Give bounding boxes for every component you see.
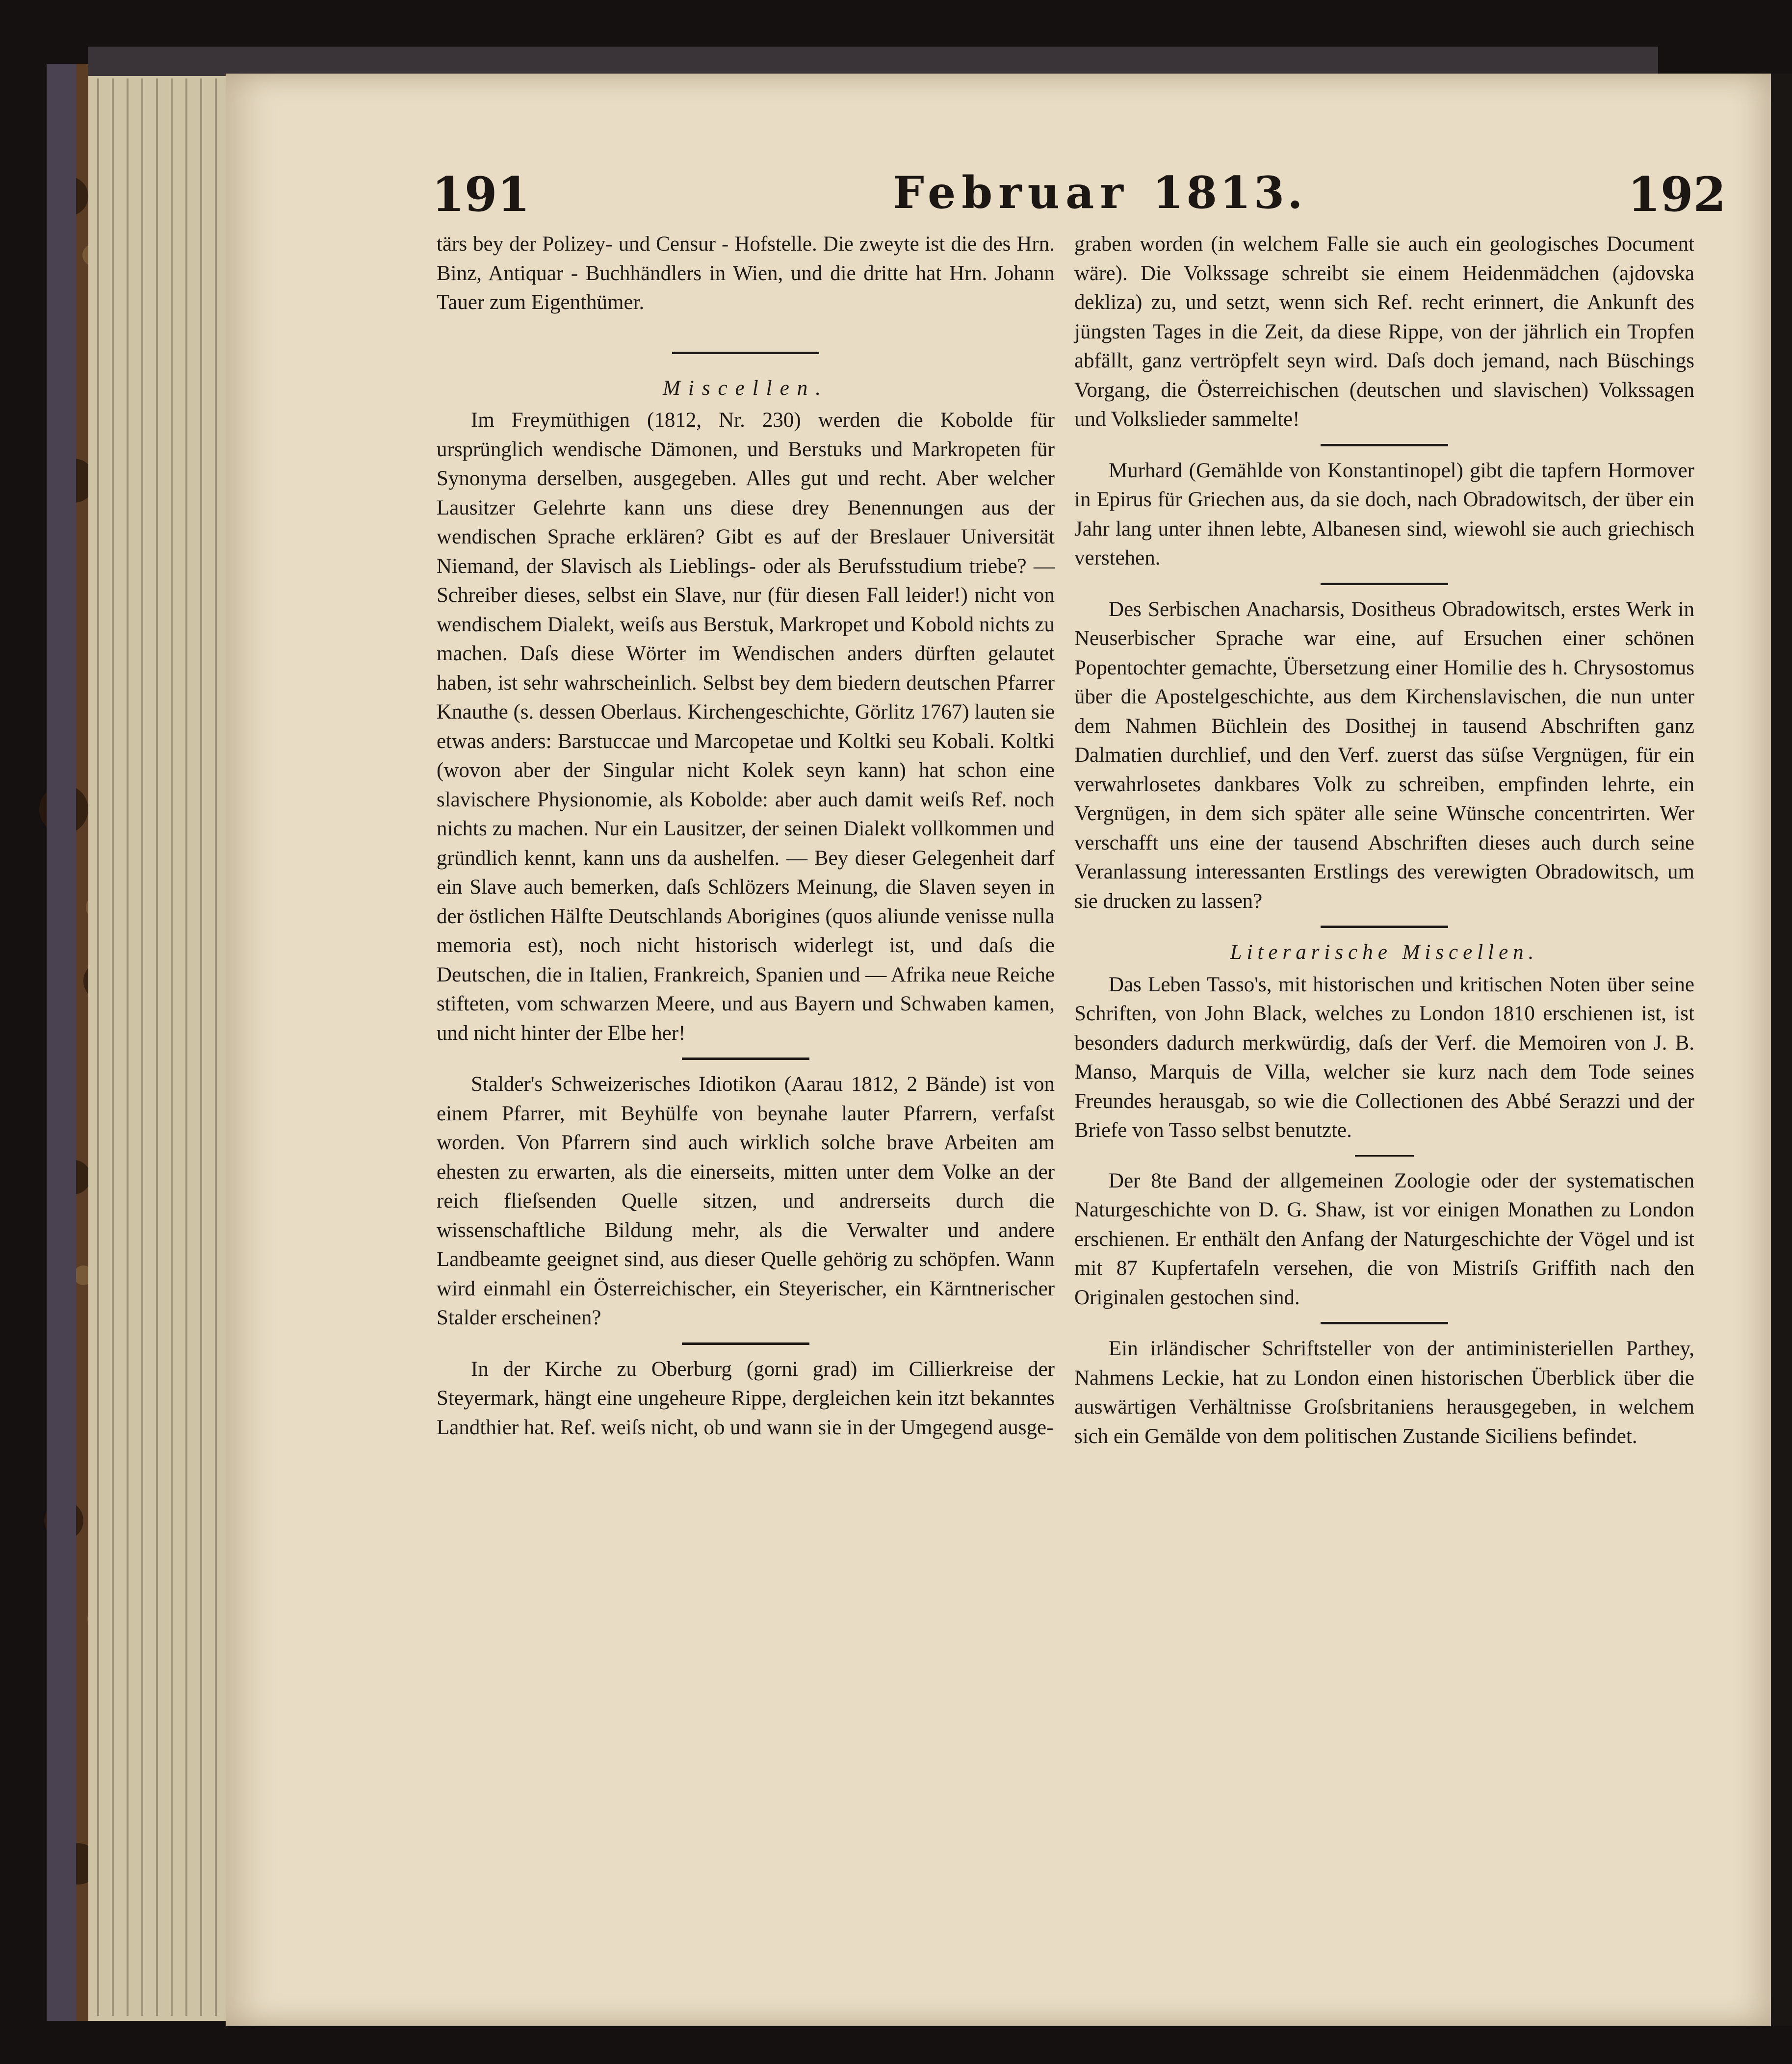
paragraph: Im Freymüthigen (1812, Nr. 230) werden die Kobolde für ursprünglich wendische Dämonen, und Berstuks und Markropeten für Synonyma derselben, ausgegeben. Alles gut und recht. Aber welcher Lausitzer Gelehrte kann uns diese drey Benennungen aus der wendischen Sprache erklären? Gibt es auf der Breslauer Universität Niemand, der Slavisch als Lieblings- oder als Berufsstudium triebe? — Schreiber dieses, selbst ein Slave, nur (für diesen Fall leider!) nicht von wendischem Dialekt, weiſs aus Berstuk, Markropet und Kobold nichts zu machen. Daſs diese Wörter im Wendischen anders dürften gelautet haben, ist sehr wahrscheinlich. Selbst bey dem biedern deutschen Pfarrer Knauthe (s. dessen Oberlaus. Kirchengeschichte, Görlitz 1767) lauten sie etwas anders: Barstuccae und Marcopetae und Koltki seu Kobali. Koltki (wovon aber der Singular nicht Kolek seyn kann) hat schon eine slavischere Physionomie, als Kobolde: aber auch damit weiſs Ref. noch nichts zu machen. Nur ein Lausitzer, der seinen Dialekt vollkommen und gründlich kennt, kann uns da aushelfen. — Bey dieser Gelegenheit darf ein Slave auch bemerken, daſs Schlözers Meinung, die Slaven seyen in der östlichen Hälfte Deutschlands Aborigines (quos aliunde venisse nulla memoria est), noch nicht historisch widerlegt ist, und daſs die Deutschen, die in Italien, Frankreich, Spanien und — Afrika neue Reiche stifteten, vom schwarzen Meere, und aus Bayern und Schwaben kamen, und nicht hinter der Elbe her! xyxy=(437,409,1055,1045)
paragraph: graben worden (in welchem Falle sie auch ein geologisches Document wäre). Die Volkssage schreibt sie einem Heidenmädchen (ajdovska dekliza) zu, und setzt, wenn sich Ref. recht erinnert, die Ankunft des jüngsten Tages in die Zeit, da diese Rippe, von der jährlich ein Tropfen abfällt, ganz vertröpfelt seyn wird. Daſs doch jemand, nach Büschings Vorgang, die Österreichischen (deutschen und slavischen) Volkssagen und Volkslieder sammelte! xyxy=(1074,232,1694,431)
section-rule xyxy=(682,1342,809,1345)
paragraph: tärs bey der Polizey- und Censur - Hofstelle. Die zweyte ist die des Hrn. Binz, Antiquar - Buchhändlers in Wien, und die dritte hat Hrn. Johann Tauer zum Eigenthümer. xyxy=(437,232,1055,314)
section-rule xyxy=(682,1058,809,1060)
month-title: Februar xyxy=(893,167,1129,219)
paragraph: In der Kirche zu Oberburg (gorni grad) im Cillierkreise der Steyermark, hängt eine ungeheure Rippe, dergleichen kein itzt bekanntes Landthier hat. Ref. weiſs nicht, ob und wann sie in der Umgegend ausge- xyxy=(437,1357,1055,1439)
right-column xyxy=(1074,230,1694,1451)
paragraph: Ein irländischer Schriftsteller von der antiministeriellen Parthey, Nahmens Leckie, hat zu London einen historischen Überblick über die auswärtigen Verhältnisse Groſsbritaniens herausgegeben, in welchem sich ein Gemälde von dem politischen Zustande Siciliens befindet. xyxy=(1074,1337,1694,1448)
section-rule xyxy=(1321,583,1448,585)
section-heading: Miscellen. xyxy=(663,376,829,400)
section-rule xyxy=(672,352,819,354)
year: 1813. xyxy=(1152,167,1306,219)
section-rule xyxy=(1321,444,1448,446)
section-rule xyxy=(1321,926,1448,928)
paragraph: Murhard (Gemählde von Konstantinopel) gibt die tapfern Hormover in Epirus für Griechen aus, da sie doch, nach Obradowitsch, der über ein Jahr lang unter ihnen lebte, Albanesen sind, wiewohl sie auch griechisch verstehen. xyxy=(1074,459,1694,569)
left-column xyxy=(437,230,1055,1442)
page-number-left: 191 xyxy=(432,167,530,222)
paragraph: Stalder's Schweizerisches Idiotikon (Aarau 1812, 2 Bände) ist von einem Pfarrer, mit Beyhülfe von beynahe lauter Pfarrern, verfaſst worden. Von Pfarrern sind auch wirklich solche brave Arbeiten am ehesten zu erwarten, als die einerseits, mitten unter dem Volke an der reich flieſsenden Quelle sitzen, und andrerseits durch die wissenschaftliche Bildung mehr, als die Verwalter und andere Landbeamte geeignet sind, aus dieser Quelle gehörig zu schöpfen. Wann wird einmahl ein Österreichischer, ein Steyerischer, ein Kärntnerischer Stalder erscheinen? xyxy=(437,1073,1055,1329)
paragraph: Das Leben Tasso's, mit historischen und kritischen Noten über seine Schriften, von John Black, welches zu London 1810 erschienen ist, ist besonders dadurch merkwürdig, daſs der Verf. die Memoiren von J. B. Manso, Marquis de Villa, welcher sie kurz nach dem Tode seines Freundes herausgab, so wie die Collectionen des Abbé Serazzi und der Briefe von Tasso selbst benutzte. xyxy=(1074,973,1694,1142)
page-number-right: 192 xyxy=(1628,167,1726,222)
running-title xyxy=(893,167,1306,219)
section-heading: Literarische Miscellen. xyxy=(1230,941,1539,964)
section-rule xyxy=(1355,1155,1414,1157)
paragraph: Des Serbischen Anacharsis, Dositheus Obradowitsch, erstes Werk in Neuserbischer Sprache war eine, auf Ersuchen einer schönen Popentochter gemachte, Übersetzung einer Homilie des h. Chrysostomus über die Apostelgeschichte, aus dem Kirchenslavischen, die nun unter dem Nahmen Büchlein des Dosithej in tausend Abschriften ganz Dalmatien durchlief, und den Verf. zuerst das süſse Vergnügen, für ein verwahrlosetes dankbares Volk zu schreiben, empfinden lehrte, ein Vergnügen, in dem sich später alle seine Wünsche concentrirten. Wer verschafft uns eine der tausend Abschriften dieses auch durch seine Veranlassung interessanten Erstlings des verewigten Obradowitsch, um sie drucken zu lassen? xyxy=(1074,597,1694,913)
section-rule xyxy=(1321,1322,1448,1324)
paragraph: Der 8te Band der allgemeinen Zoologie oder der systematischen Naturgeschichte von D. G. Shaw, ist vor einigen Monathen zu London erschienen. Er enthält den Anfang der Naturgeschichte der Vögel und ist mit 87 Kupfertafeln versehen, die von Mistriſs Griffith nach den Originalen gestochen sind. xyxy=(1074,1169,1694,1309)
